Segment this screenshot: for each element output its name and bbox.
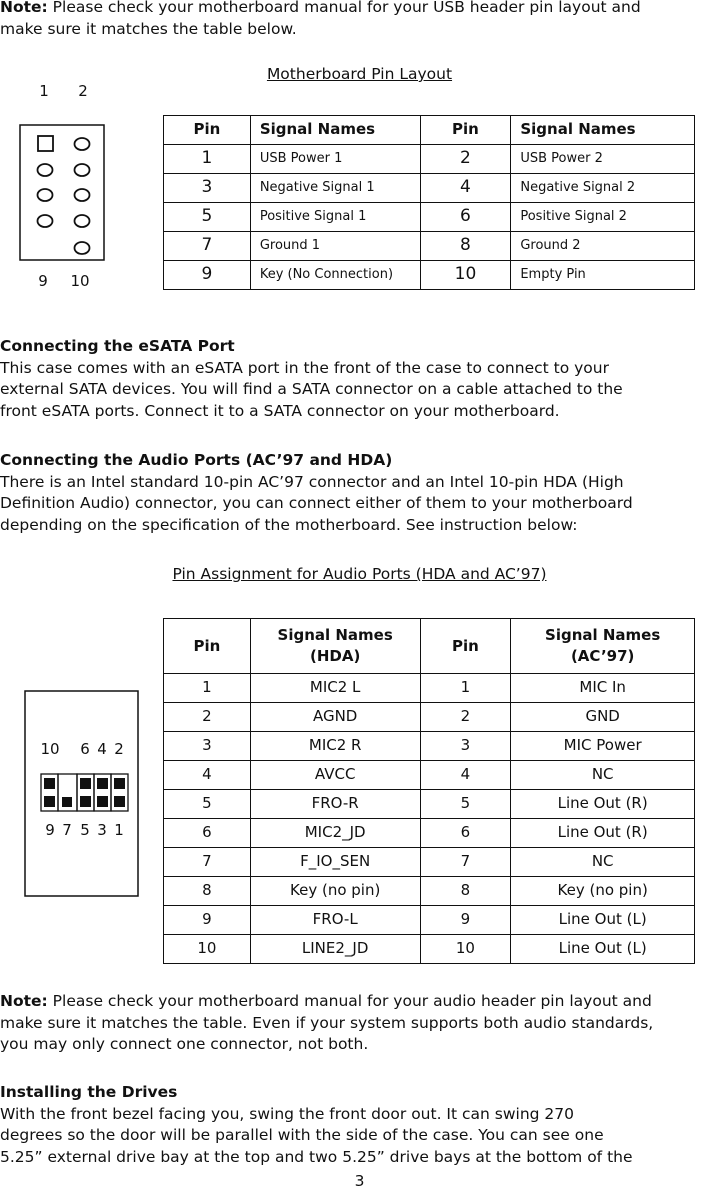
usb-pin-5 — [38, 189, 53, 201]
ac97-signal-cell: Line Out (R) — [511, 790, 695, 819]
ac97-signal-cell: Line Out (R) — [511, 819, 695, 848]
audio-header-ac97 — [511, 619, 695, 674]
pin-cell: 8 — [420, 877, 511, 906]
audio-pin-2 — [114, 778, 125, 789]
usb-header-pin: Pin — [164, 116, 251, 145]
usb-pin-label-9: 9 — [38, 272, 48, 290]
audio-pin-6 — [80, 778, 91, 789]
table-row — [164, 261, 695, 290]
audio-line-2: Definition Audio) connector, you can connect either of them to your motherboard — [0, 494, 633, 512]
audio-note-line3: you may only connect one connector, not both. — [0, 1035, 369, 1053]
signal-cell: Positive Signal 1 — [250, 203, 420, 232]
usb-pin-label-2: 2 — [78, 82, 88, 100]
audio-header-diagram — [24, 690, 140, 900]
esata-heading: Connecting the eSATA Port — [0, 337, 235, 355]
table-row — [164, 906, 695, 935]
ac97-signal-cell: MIC In — [511, 674, 695, 703]
drives-line-3: 5.25” external drive bay at the top and two 5.25” drive bays at the bottom of the — [0, 1147, 633, 1166]
audio-pin-label-7: 7 — [62, 821, 72, 839]
table-row — [164, 174, 695, 203]
audio-caption: Pin Assignment for Audio Ports (HDA and AC’97) — [172, 565, 547, 583]
audio-pin-10 — [44, 778, 55, 789]
audio-header-pin-b: Pin — [420, 619, 511, 674]
audio-pin-label-4: 4 — [97, 740, 107, 758]
audio-pin-5 — [80, 796, 91, 807]
signal-cell: USB Power 1 — [250, 145, 420, 174]
table-row — [164, 761, 695, 790]
pin-cell: 6 — [420, 203, 511, 232]
pin-cell: 8 — [164, 877, 251, 906]
hda-signal-cell: MIC2 L — [250, 674, 420, 703]
audio-pin-table — [163, 618, 695, 964]
table-row — [164, 703, 695, 732]
pin-cell: 9 — [164, 261, 251, 290]
pin-cell: 3 — [164, 174, 251, 203]
hda-signal-cell: AVCC — [250, 761, 420, 790]
usb-caption: Motherboard Pin Layout — [266, 65, 453, 83]
audio-line-1: There is an Intel standard 10-pin AC’97 connector and an Intel 10-pin HDA (High — [0, 472, 624, 491]
pin-cell: 8 — [420, 232, 511, 261]
audio-pin-3 — [97, 796, 108, 807]
esata-line-3: front eSATA ports. Connect it to a SATA connector on your motherboard. — [0, 401, 560, 420]
signal-cell: Positive Signal 2 — [511, 203, 695, 232]
audio-pin-7 — [62, 797, 72, 807]
pin-cell: 1 — [164, 145, 251, 174]
usb-note — [0, 0, 719, 40]
audio-note-line2: make sure it matches the table. Even if your system supports both audio standards, — [0, 1013, 654, 1032]
pin-cell: 2 — [420, 703, 511, 732]
drives-section — [0, 1082, 719, 1168]
page-number: 3 — [354, 1172, 365, 1190]
pin-cell: 2 — [164, 703, 251, 732]
hda-signal-cell: MIC2 R — [250, 732, 420, 761]
pin-cell: 10 — [420, 935, 511, 964]
audio-pin-9 — [44, 796, 55, 807]
pin-cell: 9 — [164, 906, 251, 935]
audio-header-hda-line1: Signal Names — [277, 626, 393, 644]
ac97-signal-cell: Line Out (L) — [511, 906, 695, 935]
pin-cell: 4 — [420, 761, 511, 790]
audio-pin-label-1: 1 — [114, 821, 124, 839]
pin-cell: 1 — [420, 674, 511, 703]
audio-pin-label-9: 9 — [45, 821, 55, 839]
usb-pin-10 — [75, 242, 90, 254]
audio-heading: Connecting the Audio Ports (AC’97 and HDA) — [0, 451, 393, 469]
pin-cell: 7 — [164, 848, 251, 877]
usb-pin-2 — [75, 138, 90, 150]
usb-header-signal-b: Signal Names — [511, 116, 695, 145]
ac97-signal-cell: GND — [511, 703, 695, 732]
usb-header-outline — [20, 125, 104, 260]
table-row — [164, 232, 695, 261]
usb-pin-4 — [75, 164, 90, 176]
ac97-signal-cell: Line Out (L) — [511, 935, 695, 964]
pin-cell: 7 — [164, 232, 251, 261]
pin-cell: 5 — [420, 790, 511, 819]
pin-cell: 6 — [420, 819, 511, 848]
audio-header-hda — [250, 619, 420, 674]
ac97-signal-cell: NC — [511, 761, 695, 790]
pin-cell: 4 — [164, 761, 251, 790]
signal-cell: Negative Signal 1 — [250, 174, 420, 203]
pin-cell: 10 — [420, 261, 511, 290]
table-row — [164, 203, 695, 232]
usb-pin-8 — [75, 215, 90, 227]
usb-pin-1-square — [38, 136, 53, 151]
usb-pin-label-10: 10 — [70, 272, 90, 290]
pin-cell: 1 — [164, 674, 251, 703]
hda-signal-cell: F_IO_SEN — [250, 848, 420, 877]
drives-line-2: degrees so the door will be parallel with the side of the case. You can see one — [0, 1126, 604, 1144]
drives-heading: Installing the Drives — [0, 1083, 178, 1101]
audio-header-ac97-line1: Signal Names — [545, 626, 661, 644]
signal-cell: Ground 1 — [250, 232, 420, 261]
audio-header-outline — [25, 691, 138, 896]
pin-cell: 5 — [164, 790, 251, 819]
esata-line-1: This case comes with an eSATA port in the front of the case to connect to your — [0, 358, 609, 377]
signal-cell: Key (No Connection) — [250, 261, 420, 290]
signal-cell: Empty Pin — [511, 261, 695, 290]
usb-note-line2: make sure it matches the table below. — [0, 19, 297, 38]
audio-note-label: Note: — [0, 992, 48, 1010]
audio-pin-label-5: 5 — [80, 821, 90, 839]
usb-pin-7 — [38, 215, 53, 227]
audio-header-ac97-line2: (AC’97) — [570, 647, 635, 665]
audio-pin-label-2: 2 — [114, 740, 124, 758]
usb-header-diagram — [18, 80, 118, 295]
usb-table-header-row — [164, 116, 695, 145]
audio-header-pin: Pin — [164, 619, 251, 674]
esata-section — [0, 336, 719, 422]
audio-line-3: depending on the specification of the motherboard. See instruction below: — [0, 515, 578, 534]
audio-pin-label-6: 6 — [80, 740, 90, 758]
ac97-signal-cell: NC — [511, 848, 695, 877]
audio-pin-label-10: 10 — [40, 740, 60, 758]
signal-cell: Ground 2 — [511, 232, 695, 261]
pin-cell: 4 — [420, 174, 511, 203]
drives-line-1: With the front bezel facing you, swing the front door out. It can swing 270 — [0, 1104, 575, 1123]
table-row — [164, 848, 695, 877]
pin-cell: 3 — [420, 732, 511, 761]
pin-cell: 3 — [164, 732, 251, 761]
usb-pin-3 — [38, 164, 53, 176]
table-row — [164, 732, 695, 761]
ac97-signal-cell: Key (no pin) — [511, 877, 695, 906]
audio-pin-4 — [97, 778, 108, 789]
usb-pin-6 — [75, 189, 90, 201]
hda-signal-cell: MIC2_JD — [250, 819, 420, 848]
table-row — [164, 819, 695, 848]
table-row — [164, 877, 695, 906]
pin-cell: 6 — [164, 819, 251, 848]
audio-note-line1: Please check your motherboard manual for your audio header pin layout and — [47, 992, 652, 1010]
audio-pin-label-3: 3 — [97, 821, 107, 839]
table-row — [164, 145, 695, 174]
table-row — [164, 790, 695, 819]
audio-table-header-row — [164, 619, 695, 674]
ac97-signal-cell: MIC Power — [511, 732, 695, 761]
esata-line-2: external SATA devices. You will find a SATA connector on a cable attached to the — [0, 380, 623, 398]
pin-cell: 9 — [420, 906, 511, 935]
pin-cell: 2 — [420, 145, 511, 174]
usb-note-label: Note: — [0, 0, 48, 16]
usb-pin-label-1: 1 — [39, 82, 49, 100]
hda-signal-cell: Key (no pin) — [250, 877, 420, 906]
hda-signal-cell: FRO-R — [250, 790, 420, 819]
usb-pin-table — [163, 115, 695, 290]
audio-pin-1 — [114, 796, 125, 807]
usb-note-line1: Please check your motherboard manual for your USB header pin layout and — [47, 0, 641, 16]
table-row — [164, 935, 695, 964]
hda-signal-cell: AGND — [250, 703, 420, 732]
signal-cell: USB Power 2 — [511, 145, 695, 174]
pin-cell: 5 — [164, 203, 251, 232]
hda-signal-cell: LINE2_JD — [250, 935, 420, 964]
audio-header-hda-line2: (HDA) — [310, 647, 361, 665]
table-row — [164, 674, 695, 703]
signal-cell: Negative Signal 2 — [511, 174, 695, 203]
hda-signal-cell: FRO-L — [250, 906, 420, 935]
audio-note — [0, 991, 719, 1056]
pin-cell: 10 — [164, 935, 251, 964]
usb-header-signal: Signal Names — [250, 116, 420, 145]
usb-header-pin-b: Pin — [420, 116, 511, 145]
pin-cell: 7 — [420, 848, 511, 877]
audio-section — [0, 450, 719, 536]
